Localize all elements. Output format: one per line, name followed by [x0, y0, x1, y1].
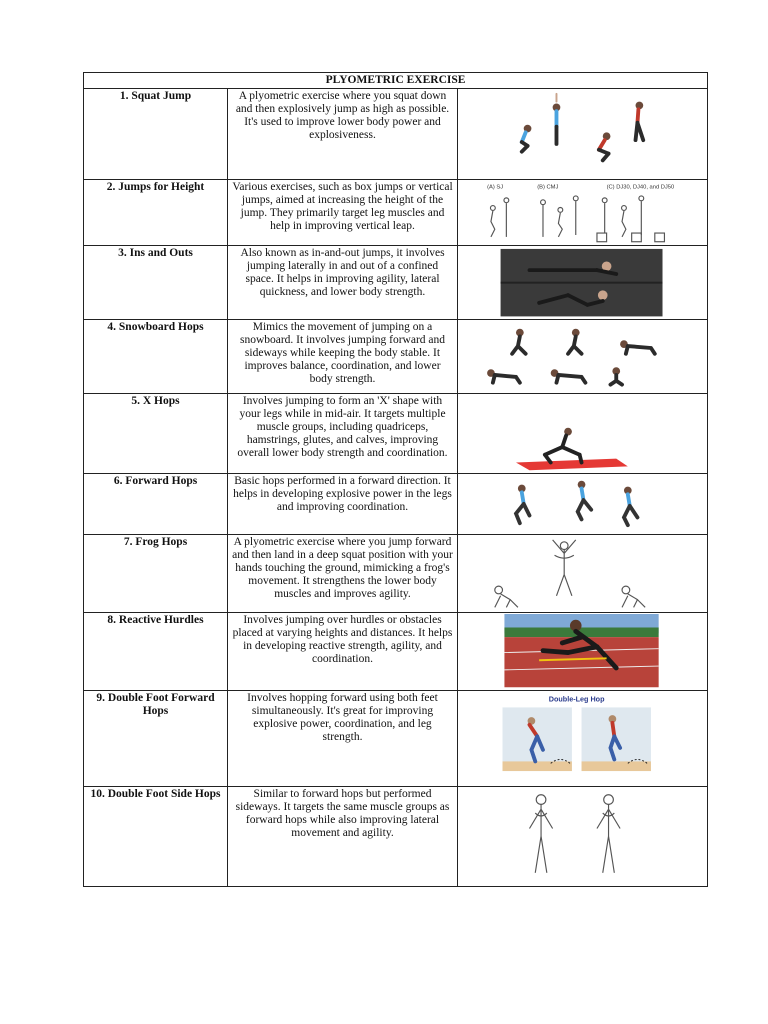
forward-hops-illustration: [462, 475, 703, 533]
double-foot-side-hops-image: [458, 786, 708, 886]
exercise-description: A plyometric exercise where you jump forward and then land in a deep squat position with your hands touching the ground, mimicking a frog's movement. It strengthens the lower body muscles and improves agility.: [228, 535, 458, 613]
forward-hops-image: [458, 474, 708, 535]
exercise-name: 1. Squat Jump: [84, 89, 228, 180]
table-row: [84, 319, 708, 393]
table-row: [84, 535, 708, 613]
jumps-label-dj: (C) DJ30, DJ40, and DJ50: [606, 184, 675, 191]
table-row: [84, 245, 708, 319]
snowboard-hops-image: [458, 319, 708, 393]
exercise-name: 3. Ins and Outs: [84, 245, 228, 319]
exercise-name: 10. Double Foot Side Hops: [84, 786, 228, 886]
double-foot-side-hops-illustration: [462, 788, 703, 884]
exercise-name: 9. Double Foot Forward Hops: [84, 690, 228, 786]
table-row: [84, 89, 708, 180]
exercise-description: Involves jumping over hurdles or obstacles placed at varying heights and distances. It helps in developing reactive strength, agility, and coordination.: [228, 613, 458, 690]
x-hops-illustration: [462, 395, 703, 472]
frog-hops-illustration: [462, 536, 703, 611]
x-hops-image: [458, 394, 708, 474]
table-row: [84, 786, 708, 886]
exercise-description: A plyometric exercise where you squat down and then explosively jump as high as possible. It's used to improve lower body power and explosiveness.: [228, 89, 458, 180]
reactive-hurdles-image: [458, 613, 708, 690]
exercise-description: Similar to forward hops but performed sideways. It targets the same muscle groups as forward hops while also improving lateral movement and agility.: [228, 786, 458, 886]
jumps-label-cmj: (B) CMJ: [537, 184, 559, 191]
squat-jump-image: [458, 89, 708, 180]
table-row: [84, 613, 708, 690]
exercise-name: 7. Frog Hops: [84, 535, 228, 613]
double-leg-hop-caption: Double-Leg Hop: [548, 694, 605, 704]
exercise-description: Involves hopping forward using both feet simultaneously. It's great for improving explosive power, coordination, and leg strength.: [228, 690, 458, 786]
exercise-description: Mimics the movement of jumping on a snowboard. It involves jumping forward and sideways while keeping the body stable. It improves balance, coordination, and lower body strength.: [228, 319, 458, 393]
double-foot-forward-hops-image: [458, 690, 708, 786]
jumps-for-height-image: [458, 180, 708, 246]
exercise-name: 5. X Hops: [84, 394, 228, 474]
exercise-name: 4. Snowboard Hops: [84, 319, 228, 393]
exercise-name: 8. Reactive Hurdles: [84, 613, 228, 690]
exercise-name: 6. Forward Hops: [84, 474, 228, 535]
ins-and-outs-image: [458, 245, 708, 319]
table-title: PLYOMETRIC EXERCISE: [84, 73, 708, 89]
reactive-hurdles-illustration: [462, 614, 703, 688]
squat-jump-illustration: [462, 90, 703, 178]
exercise-name: 2. Jumps for Height: [84, 180, 228, 246]
plyometric-table: [83, 72, 708, 887]
exercise-description: Also known as in-and-out jumps, it involves jumping laterally in and out of a confined space. It helps in improving agility, lateral quickness, and lower body strength.: [228, 245, 458, 319]
exercise-description: Various exercises, such as box jumps or vertical jumps, aimed at increasing the height of the jump. They primarily target leg muscles and help in improving vertical leap.: [228, 180, 458, 246]
frog-hops-image: [458, 535, 708, 613]
table-row: [84, 474, 708, 535]
ins-and-outs-illustration: [462, 247, 703, 318]
double-foot-forward-hops-illustration: [462, 692, 703, 785]
table-row: [84, 180, 708, 246]
exercise-description: Basic hops performed in a forward direction. It helps in developing explosive power in the legs and improving coordination.: [228, 474, 458, 535]
jumps-label-sj: (A) SJ: [487, 184, 504, 191]
table-row: [84, 690, 708, 786]
table-row: [84, 394, 708, 474]
exercise-description: Involves jumping to form an 'X' shape with your legs while in mid-air. It targets multiple muscle groups, including quadriceps, hamstrings, glutes, and calves, improving overall lower body strength and coordination.: [228, 394, 458, 474]
jumps-for-height-illustration: [462, 181, 703, 244]
snowboard-hops-illustration: [462, 321, 703, 392]
